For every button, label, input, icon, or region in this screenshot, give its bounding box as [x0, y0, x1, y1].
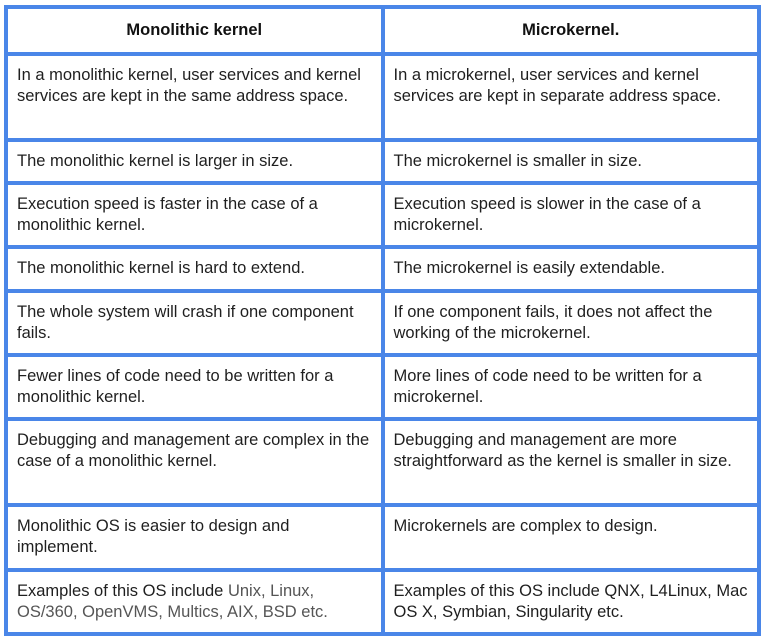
- cell-microkernel: More lines of code need to be written for a microkernel.: [385, 357, 758, 417]
- cell-microkernel: The microkernel is easily extendable.: [385, 249, 758, 288]
- header-row: [8, 9, 757, 52]
- comparison-table: [4, 5, 761, 636]
- table-row: [8, 507, 757, 567]
- cell-monolithic: Monolithic OS is easier to design and implement.: [8, 507, 381, 567]
- table-row: [8, 56, 757, 138]
- table-row: [8, 249, 757, 288]
- header-microkernel: Microkernel.: [385, 9, 758, 52]
- cell-monolithic: In a monolithic kernel, user services and kernel services are kept in the same address space.: [8, 56, 381, 138]
- cell-microkernel: If one component fails, it does not affect the working of the microkernel.: [385, 293, 758, 353]
- examples-list: Unix, Linux, OS/360, OpenVMS, Multics, AIX, BSD etc.: [17, 581, 328, 621]
- table-row: [8, 142, 757, 181]
- cell-monolithic: Execution speed is faster in the case of a monolithic kernel.: [8, 185, 381, 245]
- table-row: [8, 421, 757, 503]
- table-row: [8, 357, 757, 417]
- cell-monolithic: Fewer lines of code need to be written for a monolithic kernel.: [8, 357, 381, 417]
- table-row: [8, 572, 757, 633]
- cell-microkernel: The microkernel is smaller in size.: [385, 142, 758, 181]
- cell-microkernel: Examples of this OS include QNX, L4Linux, Mac OS X, Symbian, Singularity etc.: [385, 572, 758, 633]
- cell-monolithic: [8, 572, 381, 633]
- cell-monolithic: The monolithic kernel is larger in size.: [8, 142, 381, 181]
- cell-monolithic: Debugging and management are complex in the case of a monolithic kernel.: [8, 421, 381, 503]
- cell-monolithic: The whole system will crash if one component fails.: [8, 293, 381, 353]
- cell-microkernel: Microkernels are complex to design.: [385, 507, 758, 567]
- cell-microkernel: Debugging and management are more straightforward as the kernel is smaller in size.: [385, 421, 758, 503]
- header-monolithic-kernel: Monolithic kernel: [8, 9, 381, 52]
- table-row: [8, 293, 757, 353]
- table-row: [8, 185, 757, 245]
- cell-microkernel: Execution speed is slower in the case of a microkernel.: [385, 185, 758, 245]
- cell-monolithic: The monolithic kernel is hard to extend.: [8, 249, 381, 288]
- cell-microkernel: In a microkernel, user services and kernel services are kept in separate address space.: [385, 56, 758, 138]
- examples-prefix: Examples of this OS include: [17, 581, 228, 600]
- comparison-table-frame: [4, 5, 761, 636]
